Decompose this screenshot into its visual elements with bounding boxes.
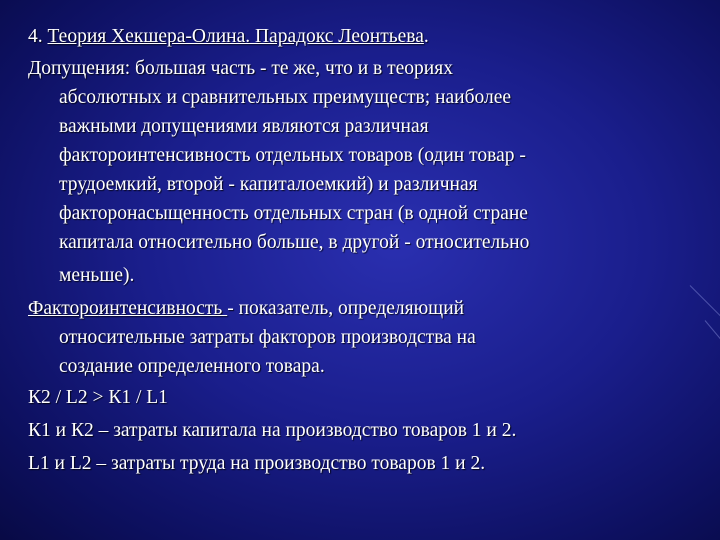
definition-term: Фактороинтенсивность	[28, 298, 228, 319]
slide-content	[28, 22, 698, 478]
assumptions-line: меньше).	[59, 265, 135, 286]
assumptions-paragraph	[28, 54, 698, 290]
assumptions-lead: Допущения: большая часть - те же, что и в теориях	[28, 58, 453, 79]
assumptions-line: важными допущениями являются различная	[59, 116, 429, 137]
note-capital: К1 и К2 – затраты капитала на производство товаров 1 и 2.	[28, 420, 517, 441]
assumptions-line: факторонасыщенность отдельных стран (в одной стране	[59, 203, 528, 224]
note-labor: L1 и L2 – затраты труда на производство товаров 1 и 2.	[28, 453, 486, 474]
formula: К2 / L2 > К1 / L1	[28, 387, 168, 408]
definition-first-line	[28, 294, 698, 323]
slide-title	[28, 22, 698, 51]
definition-rest: - показатель, определяющий	[227, 298, 465, 319]
decorative-line	[705, 320, 720, 367]
assumptions-line: трудоемкий, второй - капиталоемкий) и различная	[59, 174, 478, 195]
title-text: Теория Хекшера-Олина. Парадокс Леонтьева	[47, 26, 424, 47]
assumptions-line: фактороинтенсивность отдельных товаров (один товар -	[59, 145, 526, 166]
title-end: .	[423, 26, 429, 47]
assumptions-line: капитала относительно больше, в другой - относительно	[59, 232, 530, 253]
title-number: 4.	[28, 26, 48, 47]
definition-line: относительные затраты факторов производства на	[59, 327, 476, 348]
definition-line: создание определенного товара.	[59, 356, 325, 377]
definition-paragraph	[28, 294, 698, 381]
assumptions-line: абсолютных и сравнительных преимуществ; наиболее	[59, 87, 512, 108]
